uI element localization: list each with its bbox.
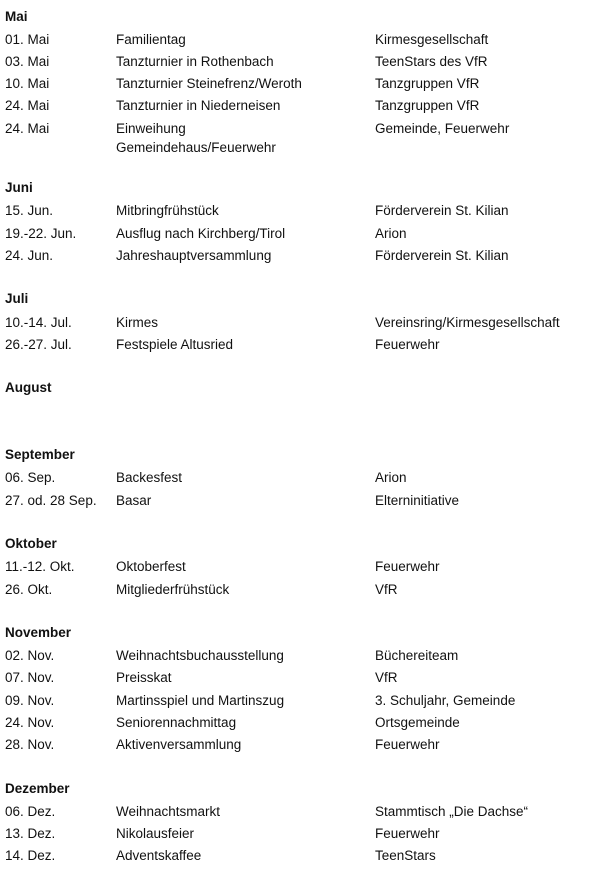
event-date: 07. Nov. (5, 670, 55, 685)
event-name: Festspiele Altusried (116, 337, 234, 352)
event-name: Tanzturnier in Rothenbach (116, 54, 274, 69)
event-organizer: Tanzgruppen VfR (375, 98, 480, 113)
event-name: Tanzturnier in Niederneisen (116, 98, 281, 113)
event-organizer: Förderverein St. Kilian (375, 248, 509, 263)
event-organizer: Stammtisch „Die Dachse“ (375, 804, 529, 819)
event-name: Preisskat (116, 670, 172, 685)
event-name: Kirmes (116, 315, 159, 330)
event-name: Aktivenversammlung (116, 737, 242, 752)
event-name: Weihnachtsbuchausstellung (116, 648, 284, 663)
event-date: 10. Mai (5, 76, 50, 91)
event-date: 19.-22. Jun. (5, 226, 77, 241)
event-organizer: Feuerwehr (375, 737, 440, 752)
event-organizer: Förderverein St. Kilian (375, 203, 509, 218)
event-organizer: Büchereiteam (375, 648, 459, 663)
event-organizer: VfR (375, 582, 398, 597)
month-heading: August (5, 380, 52, 395)
month-heading: Mai (5, 9, 28, 24)
event-organizer: TeenStars des VfR (375, 54, 488, 69)
event-organizer: Arion (375, 470, 407, 485)
event-name: Basar (116, 493, 152, 508)
event-date: 28. Nov. (5, 737, 55, 752)
event-organizer: Vereinsring/Kirmesgesellschaft (375, 315, 560, 330)
month-heading: Juli (5, 291, 29, 306)
event-date: 10.-14. Jul. (5, 315, 72, 330)
event-organizer: Kirmesgesellschaft (375, 32, 489, 47)
event-date: 26.-27. Jul. (5, 337, 72, 352)
event-date: 02. Nov. (5, 648, 55, 663)
event-date: 06. Sep. (5, 470, 56, 485)
event-date: 24. Nov. (5, 715, 55, 730)
event-name: Jahreshauptversammlung (116, 248, 272, 263)
event-organizer: Feuerwehr (375, 337, 440, 352)
event-organizer: 3. Schuljahr, Gemeinde (375, 693, 516, 708)
event-name: Martinsspiel und Martinszug (116, 693, 285, 708)
event-name: Mitbringfrühstück (116, 203, 219, 218)
event-organizer: Ortsgemeinde (375, 715, 460, 730)
event-date: 09. Nov. (5, 693, 55, 708)
event-date: 27. od. 28 Sep. (5, 493, 97, 508)
event-name: Einweihung (116, 121, 186, 136)
month-heading: Dezember (5, 781, 70, 796)
event-name: Adventskaffee (116, 848, 202, 863)
event-date: 03. Mai (5, 54, 50, 69)
event-organizer: Tanzgruppen VfR (375, 76, 480, 91)
event-name: Familientag (116, 32, 186, 47)
month-heading: September (5, 447, 75, 462)
event-date: 01. Mai (5, 32, 50, 47)
month-heading: Oktober (5, 536, 57, 551)
event-organizer: Arion (375, 226, 407, 241)
event-name: Oktoberfest (116, 559, 186, 574)
event-name: Backesfest (116, 470, 183, 485)
event-date: 06. Dez. (5, 804, 56, 819)
event-date: 14. Dez. (5, 848, 56, 863)
event-date: 24. Jun. (5, 248, 54, 263)
event-name: Ausflug nach Kirchberg/Tirol (116, 226, 286, 241)
event-date: 26. Okt. (5, 582, 53, 597)
event-organizer: TeenStars (375, 848, 436, 863)
event-date: 24. Mai (5, 121, 50, 136)
event-date: 11.-12. Okt. (5, 559, 75, 574)
event-organizer: Gemeinde, Feuerwehr (375, 121, 510, 136)
event-name: Seniorennachmittag (116, 715, 237, 730)
event-date: 13. Dez. (5, 826, 56, 841)
event-name: Mitgliederfrühstück (116, 582, 230, 597)
event-name-continuation: Gemeindehaus/Feuerwehr (116, 140, 276, 155)
event-name: Nikolausfeier (116, 826, 195, 841)
event-organizer: VfR (375, 670, 398, 685)
event-date: 24. Mai (5, 98, 50, 113)
event-organizer: Feuerwehr (375, 559, 440, 574)
event-organizer: Elterninitiative (375, 493, 460, 508)
event-date: 15. Jun. (5, 203, 54, 218)
event-organizer: Feuerwehr (375, 826, 440, 841)
event-name: Tanzturnier Steinefrenz/Weroth (116, 76, 302, 91)
month-heading: November (5, 625, 72, 640)
event-name: Weihnachtsmarkt (116, 804, 221, 819)
month-heading: Juni (5, 180, 33, 195)
